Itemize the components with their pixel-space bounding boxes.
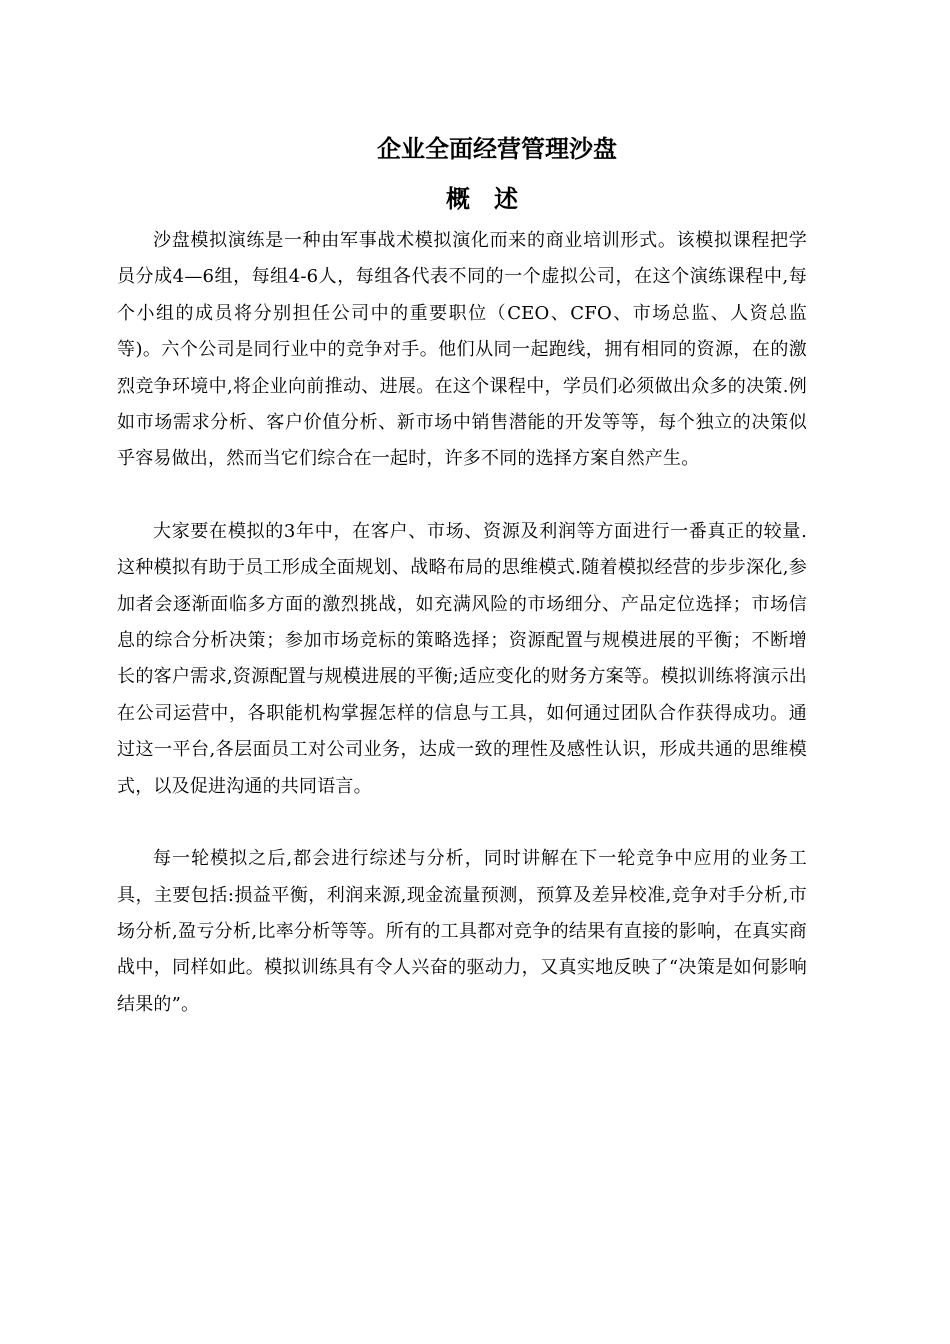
paragraph-simulation: 大家要在模拟的3年中，在客户、市场、资源及利润等方面进行一番真正的较量.这种模拟有助于员工形成全面规划、战略布局的思维模式.随着模拟经营的步步深化,参加者会逐渐面临多方面的激烈挑战，如充满风险的市场细分、产品定位选择；市场信息的综合分析决策；参加市场竞标的策略选择；资源配置与规模进展的平衡；不断增长的客户需求,资源配置与规模进展的平衡;适应变化的财务方案等。模拟训练将演示出在公司运营中，各职能机构掌握怎样的信息与工具，如何通过团队合作获得成功。通过这一平台,各层面员工对公司业务，达成一致的理性及感性认识，形成共通的思维模式，以及促进沟通的共同语言。 [117, 520, 807, 797]
body-text [117, 223, 807, 1023]
section-heading: 概 述 [446, 185, 518, 213]
document-title: 企业全面经营管理沙盘 [377, 135, 617, 163]
paragraph-analysis: 每一轮模拟之后,都会进行综述与分析，同时讲解在下一轮竞争中应用的业务工具，主要包括:损益平衡，利润来源,现金流量预测，预算及差异校准,竞争对手分析,市场分析,盈亏分析,比率分析等等。所有的工具都对竞争的结果有直接的影响，在真实商战中，同样如此。模拟训练具有令人兴奋的驱动力，又真实地反映了“决策是如何影响结果的”。 [117, 848, 807, 1015]
paragraph-overview: 沙盘模拟演练是一种由军事战术模拟演化而来的商业培训形式。该模拟课程把学员分成4—6组，每组4-6人，每组各代表不同的一个虚拟公司，在这个演练课程中,每个小组的成员将分别担任公司中的重要职位（CEO、CFO、市场总监、人资总监等)。六个公司是同行业中的竞争对手。他们从同一起跑线，拥有相同的资源，在的激烈竞争环境中,将企业向前推动、进展。在这个课程中，学员们必须做出众多的决策.例如市场需求分析、客户价值分析、新市场中销售潜能的开发等等，每个独立的决策似乎容易做出，然而当它们综合在一起时，许多不同的选择方案自然产生。 [117, 230, 807, 470]
